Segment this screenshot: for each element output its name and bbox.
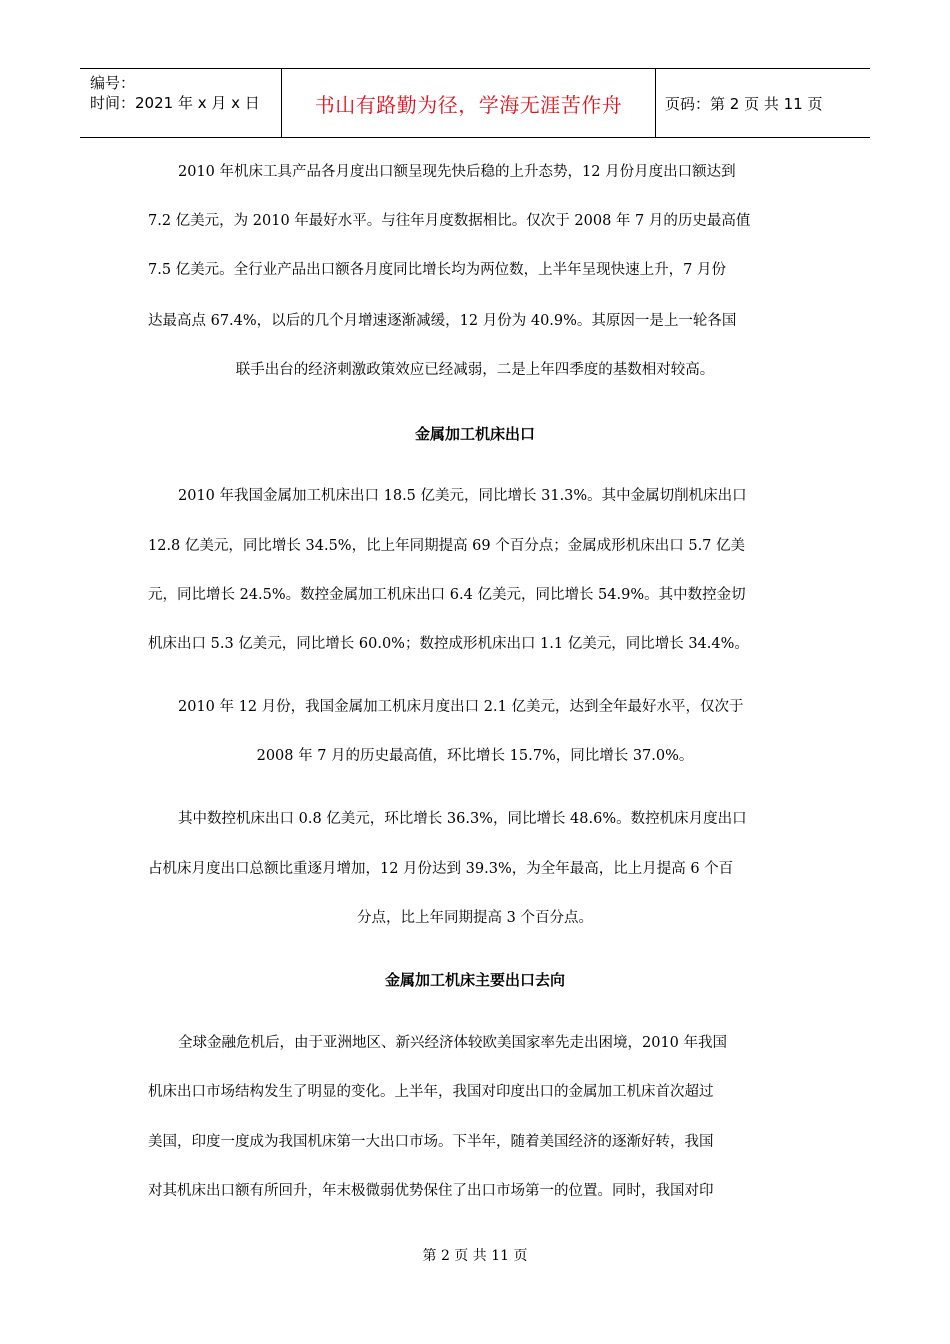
paragraph-3-line-2: 2008 年 7 月的历史最高值，环比增长 15.7%，同比增长 37.0%。 bbox=[256, 748, 694, 764]
paragraph-5-line-4: 对其机床出口额有所回升，年末极微弱优势保住了出口市场第一的位置。同时，我国对印 bbox=[148, 1183, 714, 1199]
paragraph-2-line-2: 12.8 亿美元，同比增长 34.5%，比上年同期提高 69 个百分点；金属成形机床出口 5.7 亿美 bbox=[148, 538, 746, 554]
header-motto: 书山有路勤为径，学海无涯苦作舟 bbox=[281, 69, 656, 137]
document-date: 时间：2021 年 x 月 x 日 bbox=[90, 94, 260, 112]
paragraph-5-line-3: 美国，印度一度成为我国机床第一大出口市场。下半年，随着美国经济的逐渐好转，我国 bbox=[148, 1134, 714, 1150]
paragraph-2-line-3: 元，同比增长 24.5%。数控金属加工机床出口 6.4 亿美元，同比增长 54.9%。其中数控金切 bbox=[148, 587, 746, 603]
section-heading-2: 金属加工机床主要出口去向 bbox=[384, 971, 565, 989]
paragraph-1-line-4: 达最高点 67.4%，以后的几个月增速逐渐减缓，12 月份为 40.9%。其原因一是上一轮各国 bbox=[148, 313, 737, 329]
header-meta bbox=[80, 69, 281, 137]
page-footer: 第 2 页 共 11 页 bbox=[422, 1248, 528, 1264]
paragraph-3-line-1: 2010 年 12 月份，我国金属加工机床月度出口 2.1 亿美元，达到全年最好水平，仅次于 bbox=[178, 699, 744, 715]
paragraph-5-line-1: 全球金融危机后，由于亚洲地区、新兴经济体较欧美国家率先走出困境，2010 年我国 bbox=[178, 1035, 728, 1051]
paragraph-1-line-2: 7.2 亿美元，为 2010 年最好水平。与往年月度数据相比。仅次于 2008 年 7 月的历史最高值 bbox=[148, 213, 751, 229]
document-number-label: 编号： bbox=[90, 74, 136, 92]
paragraph-1-line-3: 7.5 亿美元。全行业产品出口额各月度同比增长均为两位数，上半年呈现快速上升，7 月份 bbox=[148, 262, 727, 278]
header-page-info: 页码：第 2 页 共 11 页 bbox=[665, 94, 823, 113]
paragraph-1-line-5: 联手出台的经济刺激政策效应已经减弱，二是上年四季度的基数相对较高。 bbox=[235, 362, 715, 378]
section-heading-1: 金属加工机床出口 bbox=[414, 425, 535, 443]
paragraph-2-line-1: 2010 年我国金属加工机床出口 18.5 亿美元，同比增长 31.3%。其中金属切削机床出口 bbox=[178, 488, 747, 504]
paragraph-4-line-3: 分点，比上年同期提高 3 个百分点。 bbox=[357, 910, 593, 926]
paragraph-2-line-4: 机床出口 5.3 亿美元，同比增长 60.0%；数控成形机床出口 1.1 亿美元，同比增长 34.4%。 bbox=[148, 636, 749, 652]
paragraph-1-line-1: 2010 年机床工具产品各月度出口额呈现先快后稳的上升态势，12 月份月度出口额达到 bbox=[178, 164, 736, 180]
paragraph-5-line-2: 机床出口市场结构发生了明显的变化。上半年，我国对印度出口的金属加工机床首次超过 bbox=[148, 1084, 714, 1100]
paragraph-4-line-1: 其中数控机床出口 0.8 亿美元，环比增长 36.3%，同比增长 48.6%。数控机床月度出口 bbox=[178, 811, 747, 827]
paragraph-4-line-2: 占机床月度出口总额比重逐月增加，12 月份达到 39.3%，为全年最高，比上月提高 6 个百 bbox=[148, 861, 734, 877]
page-header bbox=[80, 68, 870, 138]
